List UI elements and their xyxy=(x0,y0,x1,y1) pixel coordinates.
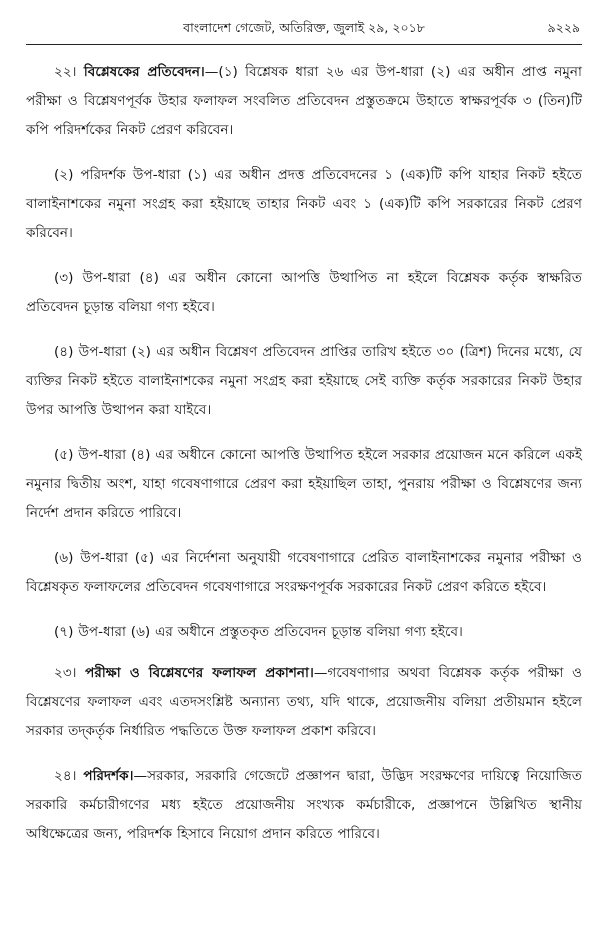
header-divider xyxy=(26,44,582,45)
section-22-subsection-1 xyxy=(26,58,582,145)
section-22-text: —(১) বিশ্লেষক ধারা ২৬ এর উপ-ধারা (২) এর অধীন প্রাপ্ত নমুনা পরীক্ষা ও বিশ্লেষণপূর্বক উহার ফলাফল সংবলিত প্রতিবেদন প্রস্তুতক্রমে উহাতে স্বাক্ষরপূর্বক ৩ (তিন)টি কপি পরিদর্শকের নিকট প্রেরণ করিবেন। xyxy=(26,64,582,138)
section-22-subsection-7: (৭) উপ-ধারা (৬) এর অধীনে প্রস্তুতকৃত প্রতিবেদন চূড়ান্ত বলিয়া গণ্য হইবে। xyxy=(54,624,463,640)
section-22-number: ২২। xyxy=(54,64,77,80)
section-24-text: —সরকার, সরকারি গেজেটে প্রজ্ঞাপন দ্বারা, উদ্ভিদ সংরক্ষণের দায়িত্বে নিয়োজিত সরকারি কর্মচারীগণের মধ্য হইতে প্রয়োজনীয় সংখ্যক কর্মচারীকে, প্রজ্ঞাপনে উল্লিখিত স্থানীয় অধিক্ষেত্রের জন্য, পরিদর্শক হিসাবে নিয়োগ প্রদান করিতে পারিবে। xyxy=(26,768,582,842)
section-23-heading: পরীক্ষা ও বিশ্লেষণের ফলাফল প্রকাশনা। xyxy=(85,665,314,681)
section-23 xyxy=(26,659,582,746)
section-22-subsection-2: (২) পরিদর্শক উপ-ধারা (১) এর অধীন প্রদত্ত প্রতিবেদনের ১ (এক)টি কপি যাহার নিকট হইতে বালাইনাশকের নমুনা সংগ্রহ করা হইয়াছে তাহার নিকট এবং ১ (এক)টি কপি সরকারের নিকট প্রেরণ করিবেন। xyxy=(26,167,582,241)
section-24-heading: পরিদর্শক। xyxy=(83,768,134,784)
section-22-subsection-5: (৫) উপ-ধারা (৪) এর অধীনে কোনো আপত্তি উত্থাপিত হইলে সরকার প্রয়োজন মনে করিলে একই নমুনার দ্বিতীয় অংশ, যাহা গবেষণাগারে প্রেরণ করা হইয়াছিল তাহা, পুনরায় পরীক্ষা ও বিশ্লেষণের জন্য নির্দেশ প্রদান করিতে পারিবে। xyxy=(26,447,582,521)
page-number: ৯২২৯ xyxy=(547,20,580,35)
section-22-subsection-3: (৩) উপ-ধারা (৪) এর অধীন কোনো আপত্তি উত্থাপিত না হইলে বিশ্লেষক কর্তৃক স্বাক্ষরিত প্রতিবেদন চূড়ান্ত বলিয়া গণ্য হইবে। xyxy=(26,270,582,315)
document-body xyxy=(26,58,582,865)
gazette-header-title: বাংলাদেশ গেজেট, অতিরিক্ত, জুলাই ২৯, ২০১৮ xyxy=(183,20,425,35)
page-header xyxy=(26,10,582,44)
section-23-text: —গবেষণাগার অথবা বিশ্লেষক কর্তৃক পরীক্ষা ও বিশ্লেষণের ফলাফল এবং এতদসংশ্লিষ্ট অন্যান্য তথ্য, যদি থাকে, প্রয়োজনীয় বলিয়া প্রতীয়মান হইলে সরকার তদ্কর্তৃক নির্ধারিত পদ্ধতিতে উক্ত ফলাফল প্রকাশ করিবে। xyxy=(26,665,582,739)
section-22-subsection-6: (৬) উপ-ধারা (৫) এর নির্দেশনা অনুযায়ী গবেষণাগারে প্রেরিত বালাইনাশকের নমুনার পরীক্ষা ও বিশ্লেষকৃত ফলাফলের প্রতিবেদন গবেষণাগারে সংরক্ষণপূর্বক সরকারের নিকট প্রেরণ করিতে হইবে। xyxy=(26,550,582,595)
section-24 xyxy=(26,762,582,849)
section-24-number: ২৪। xyxy=(54,768,77,784)
section-22-heading: বিশ্লেষকের প্রতিবেদন। xyxy=(83,64,205,80)
section-22-subsection-4: (৪) উপ-ধারা (২) এর অধীন বিশ্লেষণ প্রতিবেদন প্রাপ্তির তারিখ হইতে ৩০ (ত্রিশ) দিনের মধ্যে, যে ব্যক্তির নিকট হইতে বালাইনাশকের নমুনা সংগ্রহ করা হইয়াছে সেই ব্যক্তি কর্তৃক সরকারের নিকট উহার উপর আপত্তি উত্থাপন করা যাইবে। xyxy=(26,344,582,418)
section-23-number: ২৩। xyxy=(54,665,77,681)
